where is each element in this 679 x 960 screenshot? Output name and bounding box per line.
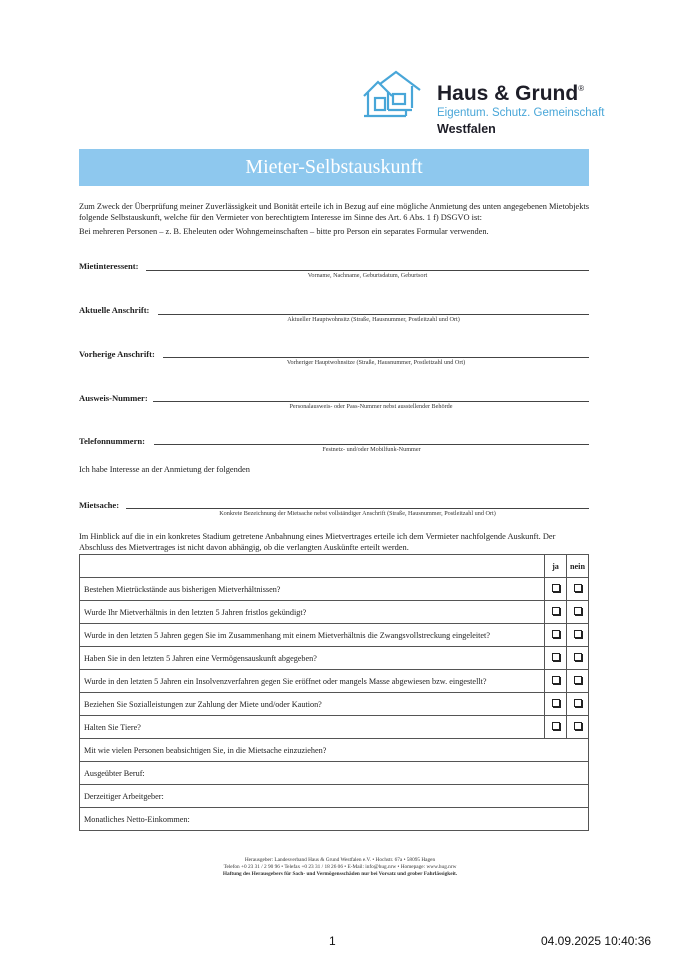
- field-label-mietinteressent: Mietinteressent:: [79, 261, 139, 271]
- open-question[interactable]: Ausgeübter Beruf:: [80, 762, 589, 785]
- field-hint-ausweis-nummer: Personalausweis- oder Pass-Nummer nebst ausstellender Behörde: [289, 403, 453, 410]
- open-question[interactable]: Derzeitiger Arbeitgeber:: [80, 785, 589, 808]
- checkbox-ja[interactable]: [552, 676, 560, 684]
- answer-cell-ja: [545, 647, 567, 670]
- footer-publisher: Herausgeber: Landesverband Haus & Grund Westfalen e.V. • Hochstr. 67a • 58095 Hagen: [244, 857, 436, 863]
- table-row: [80, 762, 589, 785]
- house-logo-icon: [362, 70, 424, 120]
- answer-cell-nein: [567, 578, 589, 601]
- table-row: [80, 739, 589, 762]
- checkbox-nein[interactable]: [574, 653, 582, 661]
- table-row: [80, 624, 589, 647]
- checkbox-nein[interactable]: [574, 722, 582, 730]
- checkbox-nein[interactable]: [574, 699, 582, 707]
- intro-paragraph: Zum Zweck der Überprüfung meiner Zuverlässigkeit und Bonität erteile ich in Bezug auf eine mögliche Anmietung des unten angegebenen Mietobjekts folgende Selbstauskunft, welche für den Vermieter von berechtigtem Interesse im Sinne des Art. 6 Abs. 1 f) DSGVO ist:: [79, 202, 590, 222]
- checkbox-nein[interactable]: [574, 676, 582, 684]
- question-text: Wurde in den letzten 5 Jahren ein Insolvenzverfahren gegen Sie eröffnet oder mangels Masse abgewiesen bzw. eingestellt?: [80, 670, 545, 693]
- answer-cell-nein: [567, 624, 589, 647]
- field-line-ausweis-nummer[interactable]: [153, 401, 589, 402]
- table-row: [80, 601, 589, 624]
- footer: [160, 857, 520, 878]
- answer-cell-ja: [545, 578, 567, 601]
- field-hint-mietinteressent: Vorname, Nachname, Geburtsdatum, Geburtsort: [307, 272, 428, 279]
- answer-cell-nein: [567, 693, 589, 716]
- field-hint-aktuelle-anschrift: Aktueller Hauptwohnsitz (Straße, Hausnummer, Postleitzahl und Ort): [287, 316, 460, 323]
- page-number: 1: [329, 934, 336, 948]
- answer-cell-ja: [545, 670, 567, 693]
- document-title: Mieter-Selbstauskunft: [245, 156, 423, 178]
- print-timestamp: 04.09.2025 10:40:36: [541, 934, 652, 948]
- column-header-ja: ja: [545, 555, 567, 578]
- question-text: Halten Sie Tiere?: [80, 716, 545, 739]
- brand-tagline: Eigentum. Schutz. Gemeinschaft: [437, 107, 605, 119]
- field-line-mietinteressent[interactable]: [146, 270, 589, 271]
- question-text: Wurde in den letzten 5 Jahren gegen Sie im Zusammenhang mit einem Mietverhältnis die Zwangsvollstreckung eingeleitet?: [80, 624, 545, 647]
- table-row: [80, 808, 589, 831]
- field-line-telefonnummern[interactable]: [154, 444, 589, 445]
- answer-cell-nein: [567, 601, 589, 624]
- table-row: [80, 578, 589, 601]
- checkbox-nein[interactable]: [574, 630, 582, 638]
- checkbox-ja[interactable]: [552, 699, 560, 707]
- answer-cell-ja: [545, 601, 567, 624]
- footer-contact: Telefon +0 23 31 / 2 90 96 • Telefax +0 23 31 / 18 26 06 • E-Mail: info@hug.nrw • Homepage: www.hug.nrw: [223, 864, 457, 870]
- field-label-vorherige-anschrift: Vorherige Anschrift:: [79, 349, 155, 359]
- intro-note: Bei mehreren Personen – z. B. Eheleuten oder Wohngemeinschaften – bitte pro Person ein separates Formular verwenden.: [79, 227, 489, 236]
- checkbox-nein[interactable]: [574, 584, 582, 592]
- brand-region: Westfalen: [437, 122, 496, 136]
- answer-cell-nein: [567, 670, 589, 693]
- answer-cell-nein: [567, 716, 589, 739]
- checkbox-ja[interactable]: [552, 653, 560, 661]
- answer-cell-nein: [567, 647, 589, 670]
- field-label-mietsache: Mietsache:: [79, 500, 120, 510]
- title-banner: [79, 149, 589, 186]
- table-row: [80, 670, 589, 693]
- question-text: Beziehen Sie Sozialleistungen zur Zahlung der Miete und/oder Kaution?: [80, 693, 545, 716]
- table-row: [80, 647, 589, 670]
- pre-table-text: Im Hinblick auf die in ein konkretes Stadium getretene Anbahnung eines Mietvertrages erteile ich dem Vermieter nachfolgende Auskunft. Der Abschluss des Mietvertrages ist nicht davon abhängig, ob die verlangten Auskünfte erteilt werden.: [79, 532, 556, 552]
- checkbox-ja[interactable]: [552, 584, 560, 592]
- field-hint-vorherige-anschrift: Vorheriger Hauptwohnsitze (Straße, Hausnummer, Postleitzahl und Ort): [286, 359, 466, 366]
- answer-cell-ja: [545, 624, 567, 647]
- field-line-vorherige-anschrift[interactable]: [163, 357, 589, 358]
- open-question[interactable]: Mit wie vielen Personen beabsichtigen Sie, in die Mietsache einzuziehen?: [80, 739, 589, 762]
- answer-cell-ja: [545, 693, 567, 716]
- field-hint-telefonnummern: Festnetz- und/oder Mobilfunk-Nummer: [322, 446, 421, 453]
- column-header-nein: nein: [567, 555, 589, 578]
- questionnaire-table: [79, 554, 589, 831]
- question-text: Bestehen Mietrückstände aus bisherigen Mietverhältnissen?: [80, 578, 545, 601]
- checkbox-ja[interactable]: [552, 722, 560, 730]
- open-question[interactable]: Monatliches Netto-Einkommen:: [80, 808, 589, 831]
- checkbox-nein[interactable]: [574, 607, 582, 615]
- field-label-aktuelle-anschrift: Aktuelle Anschrift:: [79, 305, 150, 315]
- interest-statement: Ich habe Interesse an der Anmietung der folgenden: [79, 465, 250, 474]
- field-line-aktuelle-anschrift[interactable]: [158, 314, 589, 315]
- field-label-telefonnummern: Telefonnummern:: [79, 436, 146, 446]
- table-header-row: [80, 555, 589, 578]
- question-text: Haben Sie in den letzten 5 Jahren eine Vermögensauskunft abgegeben?: [80, 647, 545, 670]
- field-label-ausweis-nummer: Ausweis-Nummer:: [79, 393, 148, 403]
- table-row: [80, 785, 589, 808]
- table-row: [80, 716, 589, 739]
- checkbox-ja[interactable]: [552, 607, 560, 615]
- field-line-mietsache[interactable]: [126, 508, 589, 509]
- question-text: Wurde Ihr Mietverhältnis in den letzten 5 Jahren fristlos gekündigt?: [80, 601, 545, 624]
- table-header-empty: [80, 555, 545, 578]
- field-hint-mietsache: Konkrete Bezeichnung der Mietsache nebst vollständiger Anschrift (Straße, Hausnummer, Postleitzahl und Ort): [219, 510, 496, 517]
- footer-liability: Haftung des Herausgebers für Sach- und Vermögensschäden nur bei Vorsatz und grober Fahrlässigkeit.: [222, 871, 458, 877]
- checkbox-ja[interactable]: [552, 630, 560, 638]
- answer-cell-ja: [545, 716, 567, 739]
- table-row: [80, 693, 589, 716]
- brand-name: Haus & Grund®: [437, 82, 585, 105]
